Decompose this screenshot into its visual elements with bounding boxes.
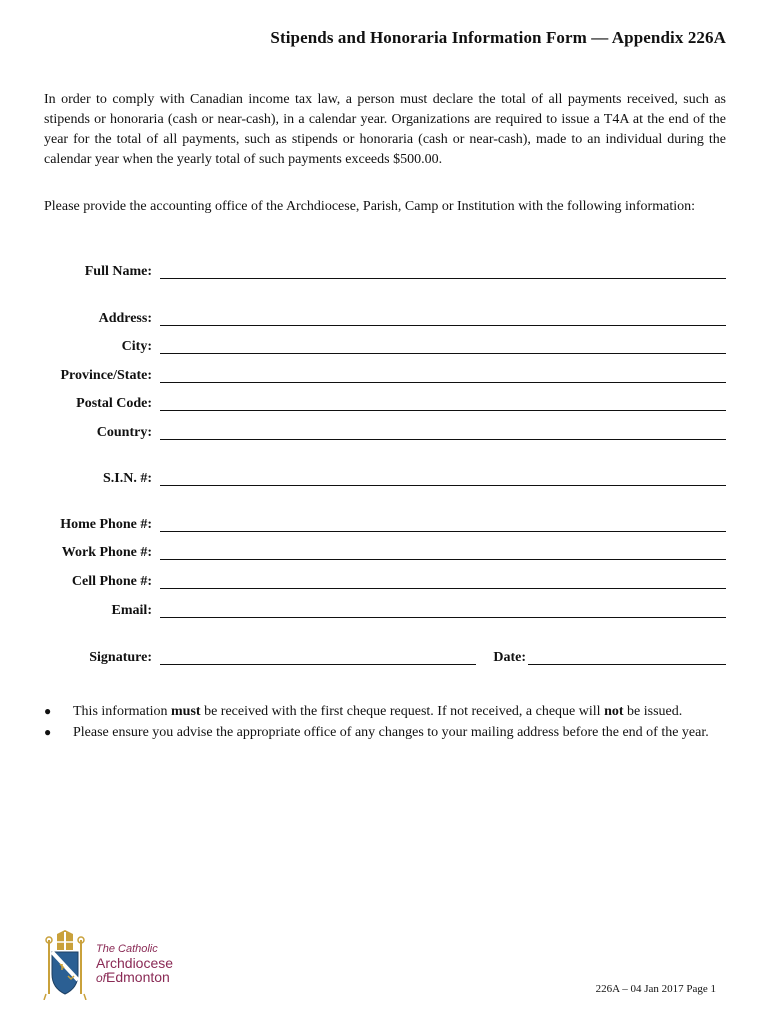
cell-phone-field[interactable]	[160, 588, 726, 589]
intro-paragraph: In order to comply with Canadian income tax law, a person must declare the total of all payments received, such as stipends or honoraria (cash or near-cash), in a calendar year. Organizations are required to issue a T4A at the end of the year for the total of all payments, such as stipends or honoraria (cash or near-cash), made to an individual during the calendar year when the yearly total of such payments exceeds $500.00.	[44, 92, 726, 167]
full-name-field[interactable]	[160, 278, 726, 279]
address-field[interactable]	[160, 325, 726, 326]
country-label: Country:	[96, 425, 152, 440]
logo-wordmark	[96, 942, 173, 985]
work-phone-field[interactable]	[160, 559, 726, 560]
province-field[interactable]	[160, 382, 726, 383]
province-label: Province/State:	[60, 368, 152, 383]
logo-line-2: Archdiocese	[96, 955, 174, 971]
logo-line-1: The Catholic	[96, 943, 158, 955]
postal-code-field[interactable]	[160, 410, 726, 411]
city-field[interactable]	[160, 353, 726, 354]
note-emphasis: not	[604, 704, 624, 719]
instruction-paragraph: Please provide the accounting office of the Archdiocese, Parish, Camp or Institution with the following information:	[44, 199, 695, 214]
signature-label: Signature:	[89, 650, 152, 665]
home-phone-label: Home Phone #:	[60, 517, 152, 532]
logo-of: of	[96, 971, 107, 985]
sin-row	[44, 469, 726, 489]
city-row	[44, 337, 726, 357]
note-text: be received with the first cheque request. If not received, a cheque will	[200, 704, 605, 719]
list-item	[44, 701, 726, 722]
address-row	[44, 309, 726, 329]
email-row	[44, 601, 726, 621]
page-footer: 226A – 04 Jan 2017 Page 1	[595, 983, 716, 995]
bullet-icon: ●	[44, 704, 52, 718]
email-field[interactable]	[160, 617, 726, 618]
notes-list	[44, 701, 726, 743]
date-label: Date:	[493, 650, 526, 665]
date-field[interactable]	[528, 664, 726, 665]
bullet-icon: ●	[44, 725, 52, 739]
logo-edmonton: Edmonton	[106, 969, 170, 985]
crest-icon	[40, 930, 90, 1000]
postal-code-label: Postal Code:	[76, 396, 152, 411]
cell-phone-label: Cell Phone #:	[71, 574, 152, 589]
signature-row	[44, 648, 726, 668]
archdiocese-logo	[40, 930, 190, 1000]
postal-code-row	[44, 394, 726, 414]
note-text: Please ensure you advise the appropriate office of any changes to your mailing address before the end of the year.	[73, 725, 709, 740]
full-name-label: Full Name:	[84, 264, 152, 279]
note-text: This information	[73, 704, 171, 719]
province-row	[44, 366, 726, 386]
home-phone-field[interactable]	[160, 531, 726, 532]
email-label: Email:	[111, 603, 152, 618]
work-phone-label: Work Phone #:	[61, 545, 152, 560]
home-phone-row	[44, 515, 726, 535]
sin-label: S.I.N. #:	[102, 471, 152, 486]
work-phone-row	[44, 543, 726, 563]
country-row	[44, 423, 726, 443]
note-text: be issued.	[623, 704, 683, 719]
country-field[interactable]	[160, 439, 726, 440]
address-label: Address:	[98, 311, 152, 326]
form-title: Stipends and Honoraria Information Form — Appendix 226A	[270, 28, 726, 47]
signature-field[interactable]	[160, 664, 476, 665]
cell-phone-row	[44, 572, 726, 592]
full-name-row	[44, 262, 726, 282]
list-item	[44, 722, 726, 743]
sin-field[interactable]	[160, 485, 726, 486]
city-label: City:	[121, 339, 152, 354]
note-emphasis: must	[171, 704, 201, 719]
logo-line-3	[96, 970, 173, 985]
